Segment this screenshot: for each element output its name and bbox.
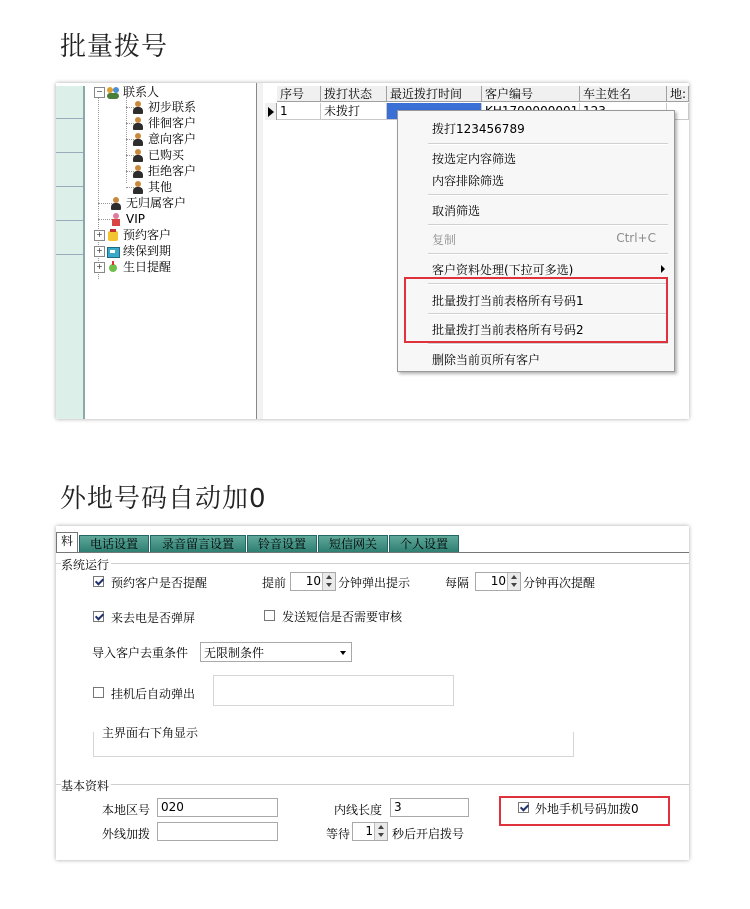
tree-node-renewal[interactable]: + 续保到期	[94, 243, 171, 259]
interval-label: 每隔	[445, 576, 470, 590]
add-zero-label: 外地手机号码加拨0	[535, 802, 639, 816]
tree-node-child[interactable]: 徘徊客户	[132, 115, 196, 131]
tab-data[interactable]: 料	[56, 532, 78, 553]
contact-tree	[86, 83, 256, 419]
menu-item-filter-exclude[interactable]: 内容排除筛选	[432, 174, 505, 188]
left-nav-strip	[56, 86, 85, 419]
dedup-select[interactable]: 无限制条件	[200, 642, 352, 662]
tree-node-child[interactable]: 拒绝客户	[132, 163, 196, 179]
table-cell[interactable]: 1	[277, 103, 321, 120]
batch-dial-screenshot	[56, 83, 689, 419]
tree-node-appointment[interactable]: + 预约客户	[94, 227, 171, 243]
advance-suffix: 分钟弹出提示	[338, 576, 411, 590]
tab-recording-settings[interactable]: 录音留言设置	[150, 535, 246, 552]
person-icon	[132, 165, 144, 178]
tree-node-vip[interactable]: VIP	[110, 211, 145, 227]
column-header[interactable]: 地:	[667, 86, 689, 102]
menu-item-cancel-filter[interactable]: 取消筛选	[432, 204, 481, 218]
outside-prefix-label: 外线加拨	[102, 827, 151, 841]
tree-node-contacts[interactable]: − 联系人	[94, 84, 159, 100]
section1-title: 批量拨号	[60, 32, 169, 62]
submenu-arrow-icon	[661, 265, 665, 273]
group-title-system: 系统运行	[61, 558, 110, 572]
row-indicator-arrow-icon	[265, 103, 277, 120]
birthday-icon	[107, 261, 119, 274]
tree-node-child[interactable]: 其他	[132, 179, 172, 195]
appointment-reminder-label: 预约客户是否提醒	[111, 576, 208, 590]
column-header[interactable]: 序号	[277, 86, 321, 102]
incoming-popup-label: 来去电是否弹屏	[111, 611, 196, 625]
area-code-input[interactable]: 020	[157, 798, 278, 817]
sms-review-checkbox[interactable]	[264, 610, 275, 621]
wait-label: 等待	[326, 827, 351, 841]
dedup-label: 导入客户去重条件	[92, 646, 189, 660]
tab-phone-settings[interactable]: 电话设置	[79, 535, 149, 552]
expand-icon[interactable]: +	[94, 230, 105, 241]
column-header[interactable]: 最近拨打时间	[387, 86, 482, 102]
interval-suffix: 分钟再次提醒	[523, 576, 596, 590]
vip-icon	[110, 213, 122, 226]
incoming-popup-checkbox[interactable]	[93, 611, 104, 622]
collapse-icon[interactable]: −	[94, 87, 105, 98]
menu-item-copy[interactable]: 复制	[432, 233, 457, 247]
tree-node-unassigned[interactable]: 无归属客户	[110, 195, 186, 211]
calendar-icon	[107, 229, 119, 242]
menu-item-batch-dial-2[interactable]: 批量拨打当前表格所有号码2	[432, 323, 584, 337]
menu-item-customer-data[interactable]: 客户资料处理(下拉可多选)	[432, 263, 574, 277]
bottom-right-display-label: 主界面右下角显示	[102, 726, 199, 740]
advance-label: 提前	[262, 576, 287, 590]
group-title-basic: 基本资料	[61, 779, 110, 793]
wait-seconds-stepper[interactable]: 1	[352, 822, 388, 841]
column-header[interactable]: 客户编号	[482, 86, 580, 102]
tree-node-birthday[interactable]: + 生日提醒	[94, 259, 171, 275]
spin-arrows-icon	[322, 573, 335, 590]
hangup-popup-field[interactable]	[213, 675, 454, 706]
interval-minutes-stepper[interactable]: 10	[475, 572, 521, 591]
appointment-reminder-checkbox[interactable]	[93, 576, 104, 587]
sms-review-label: 发送短信是否需要审核	[282, 610, 403, 624]
hangup-popup-label: 挂机后自动弹出	[111, 687, 196, 701]
ext-length-label: 内线长度	[334, 803, 383, 817]
column-header[interactable]: 拨打状态	[321, 86, 387, 102]
expand-icon[interactable]: +	[94, 246, 105, 257]
contacts-group-icon	[107, 86, 119, 99]
menu-item-filter-selected[interactable]: 按选定内容筛选	[432, 152, 517, 166]
renewal-icon	[107, 245, 119, 258]
spin-arrows-icon	[507, 573, 520, 590]
outside-prefix-input[interactable]	[157, 822, 278, 841]
hangup-popup-checkbox[interactable]	[93, 687, 104, 698]
wait-suffix: 秒后开启拨号	[392, 827, 465, 841]
copy-shortcut: Ctrl+C	[616, 231, 656, 245]
chevron-down-icon	[340, 651, 346, 655]
menu-item-batch-dial-1[interactable]: 批量拨打当前表格所有号码1	[432, 294, 584, 308]
settings-screenshot	[56, 526, 689, 860]
highlight-box	[404, 277, 668, 343]
spin-arrows-icon	[374, 823, 387, 840]
table-cell[interactable]: 未拨打	[321, 103, 387, 120]
section2-title: 外地号码自动加0	[60, 484, 267, 514]
highlight-box	[499, 796, 670, 826]
ext-length-input[interactable]: 3	[390, 798, 469, 817]
menu-item-dial[interactable]: 拨打123456789	[432, 122, 525, 136]
person-icon	[132, 149, 144, 162]
person-icon	[132, 181, 144, 194]
tree-node-child[interactable]: 初步联系	[132, 99, 196, 115]
expand-icon[interactable]: +	[94, 262, 105, 273]
tree-node-child[interactable]: 已购买	[132, 147, 184, 163]
tab-sms-gateway[interactable]: 短信网关	[318, 535, 388, 552]
person-icon	[110, 197, 122, 210]
menu-item-delete-page[interactable]: 删除当前页所有客户	[432, 353, 541, 367]
tab-ringtone-settings[interactable]: 铃音设置	[247, 535, 317, 552]
advance-minutes-stepper[interactable]: 10	[290, 572, 336, 591]
person-icon	[132, 101, 144, 114]
customer-grid	[263, 83, 689, 419]
person-icon	[132, 133, 144, 146]
area-code-label: 本地区号	[102, 803, 151, 817]
column-header[interactable]: 车主姓名	[580, 86, 667, 102]
tab-personal-settings[interactable]: 个人设置	[389, 535, 459, 552]
person-icon	[132, 117, 144, 130]
tree-node-child[interactable]: 意向客户	[132, 131, 196, 147]
